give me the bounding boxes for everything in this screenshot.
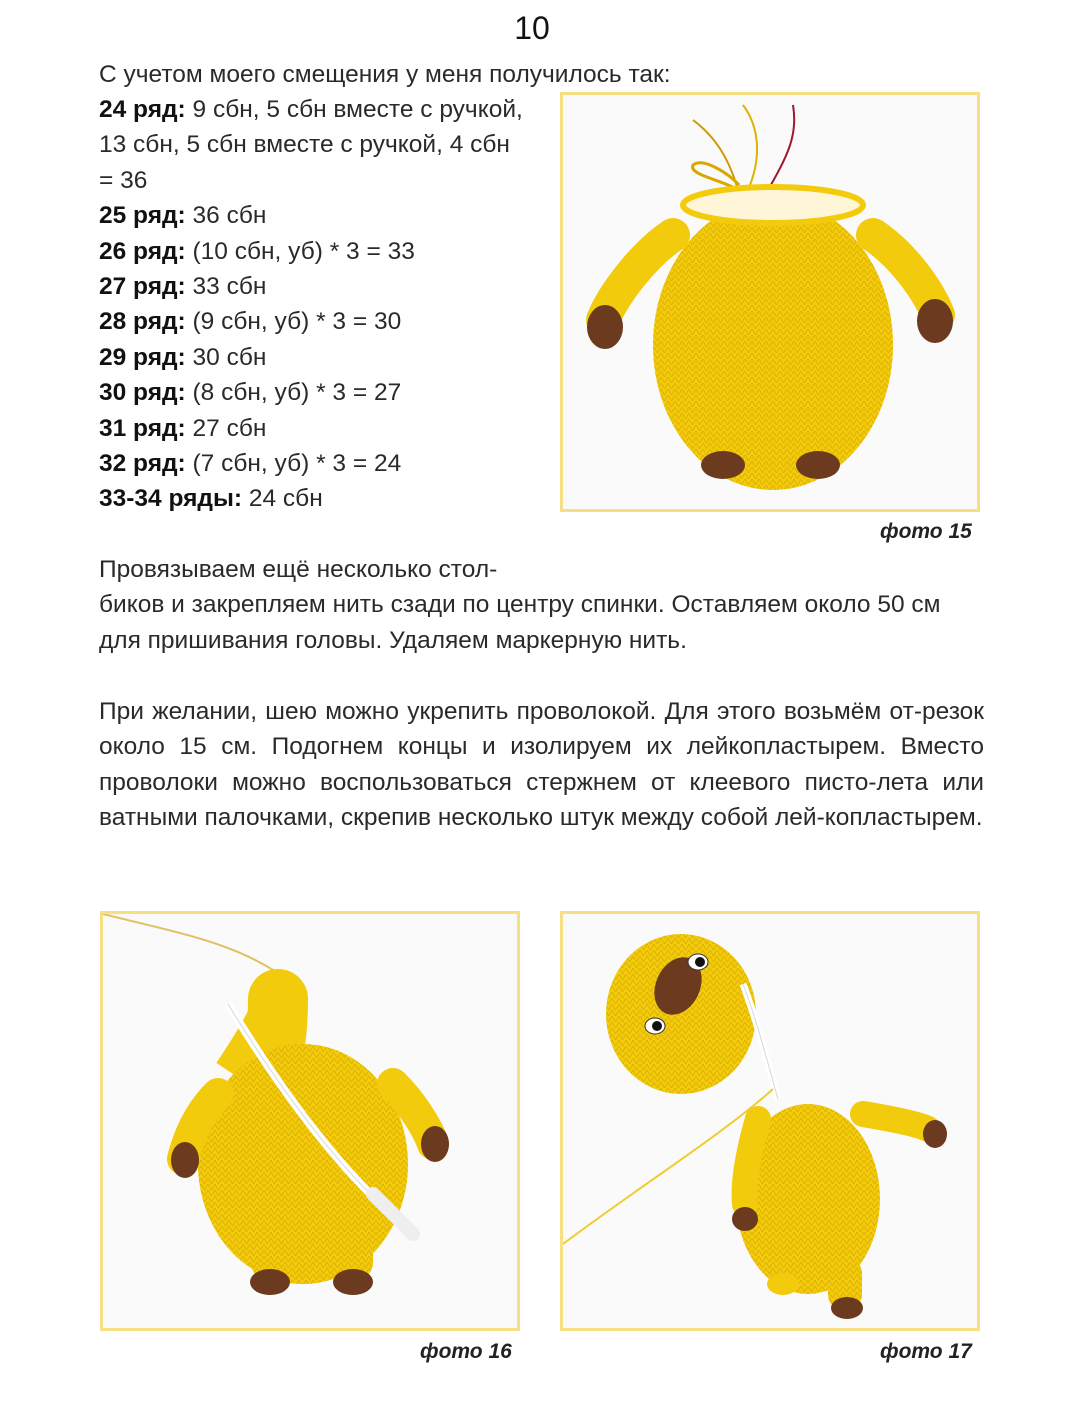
row-instructions	[99, 92, 549, 517]
row-line	[99, 198, 549, 233]
row-line	[99, 375, 549, 410]
photo-16	[100, 911, 520, 1331]
row-text: 27 сбн	[185, 414, 267, 442]
row-text: (8 сбн, уб) * 3 = 27	[185, 379, 402, 407]
row-label: 29 ряд:	[99, 343, 186, 371]
row-text: 36 сбн	[185, 202, 267, 230]
row-line	[99, 446, 549, 481]
row-label: 24 ряд:	[99, 96, 186, 123]
row-text: 13 сбн, 5 сбн вместе с ручкой, 4 сбн	[99, 131, 510, 159]
row-text: 30 сбн	[185, 343, 267, 371]
row-label: 30 ряд:	[99, 379, 186, 407]
paragraph-first-line: Провязываем ещё несколько стол-	[99, 556, 498, 583]
row-text: = 36	[99, 166, 148, 194]
row-line	[99, 304, 549, 339]
row-line	[99, 92, 549, 127]
row-label: 28 ряд:	[99, 308, 186, 336]
row-text: 9 сбн, 5 сбн вместе с ручкой,	[185, 96, 523, 123]
row-label: 25 ряд:	[99, 202, 186, 230]
row-label: 32 ряд:	[99, 450, 186, 478]
row-line	[99, 127, 549, 162]
photo-16-caption: фото 16	[420, 1340, 512, 1363]
row-label: 33-34 ряды:	[99, 485, 243, 513]
crochet-head-and-body-photo	[563, 914, 977, 1328]
row-text: (9 сбн, уб) * 3 = 30	[185, 308, 402, 336]
row-line	[99, 340, 549, 375]
photo-15-caption: фото 15	[880, 520, 972, 543]
row-line	[99, 163, 549, 198]
row-label: 26 ряд:	[99, 237, 186, 265]
row-line	[99, 269, 549, 304]
page-number: 10	[514, 10, 550, 46]
paragraph-rest: биков и закрепляем нить сзади по центру спинки. Оставляем около 50 см для пришивания головы. Удаляем маркерную нить.	[99, 591, 941, 654]
crochet-body-photo	[563, 95, 977, 509]
row-label: 27 ряд:	[99, 273, 186, 301]
row-line	[99, 481, 549, 516]
row-label: 31 ряд:	[99, 414, 186, 442]
paragraph-fasten-thread	[99, 552, 984, 658]
photo-17-caption: фото 17	[880, 1340, 972, 1363]
paragraph-wire-tip: При желании, шею можно укрепить проволокой. Для этого возьмём от-резок около 15 см. Подогнем концы и изолируем их лейкопластырем. Вместо проволоки можно воспользоваться стержнем от клеевого писто-лета или ватными палочками, скрепив несколько штук между собой лей-копластырем.	[99, 698, 984, 832]
photo-15	[560, 92, 980, 512]
row-text: 24 сбн	[242, 485, 323, 513]
intro-text: С учетом моего смещения у меня получилось так:	[99, 61, 671, 88]
row-text: 33 сбн	[185, 273, 267, 301]
row-line	[99, 411, 549, 446]
row-text: (10 сбн, уб) * 3 = 33	[185, 237, 415, 265]
crochet-body-with-wire-photo	[103, 914, 517, 1328]
row-text: (7 сбн, уб) * 3 = 24	[185, 450, 402, 478]
row-line	[99, 234, 549, 269]
photo-17	[560, 911, 980, 1331]
